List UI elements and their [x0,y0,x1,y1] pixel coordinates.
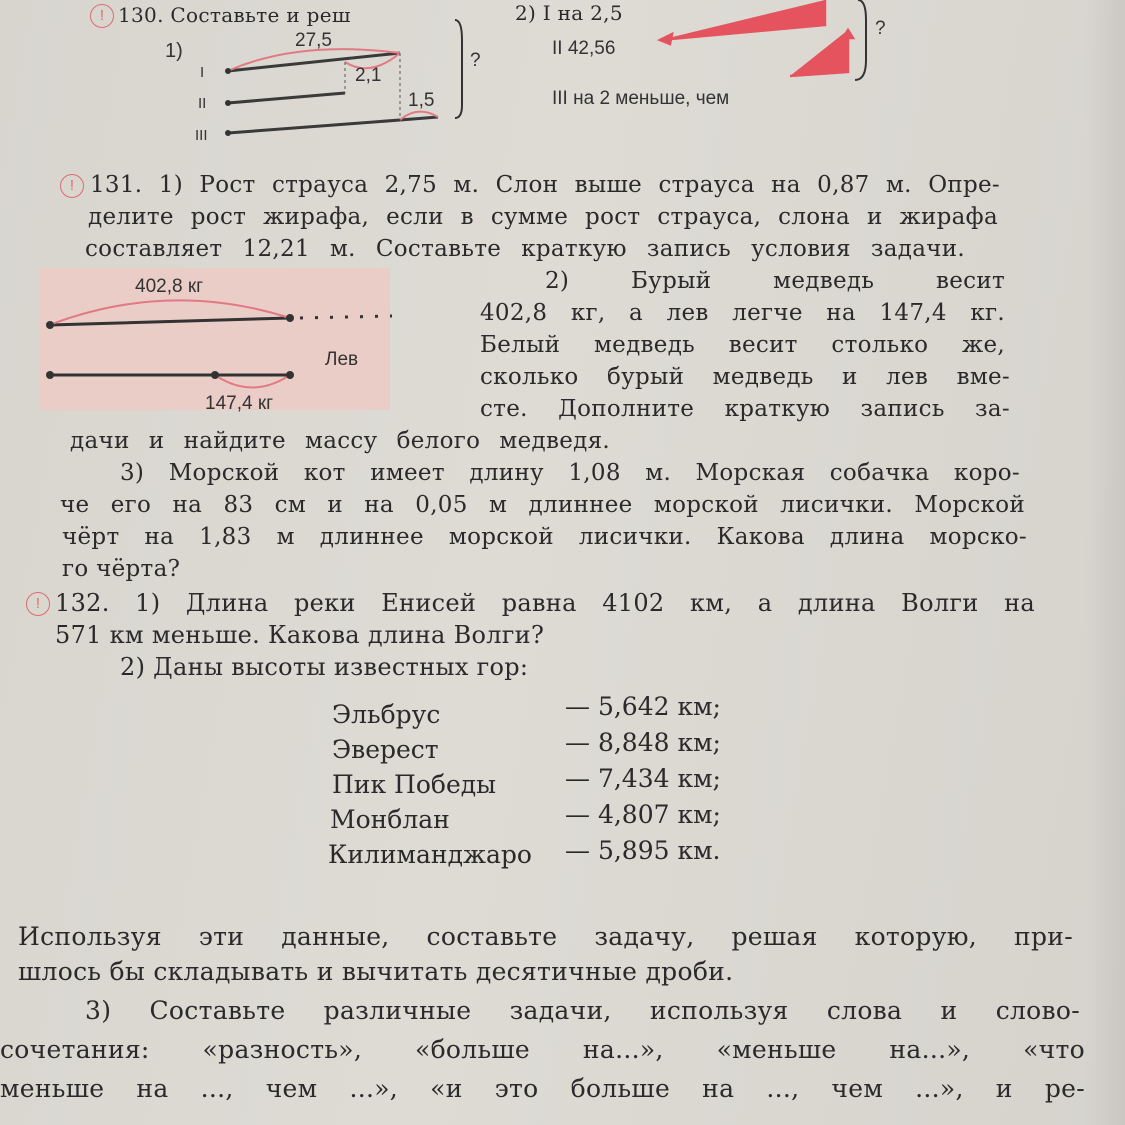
lion-label: Лев [325,349,359,370]
mountain-name: Пик Победы [332,770,497,799]
problem-131-part3-line-3: чёрт на 1,83 м длиннее морской лисички. Какова длина морско- [62,524,1027,550]
mountain-height: — 4,807 км; [565,800,721,829]
problem-131-line-3: составляет 12,21 м. Составьте краткую запись условия задачи. [85,236,965,262]
problem-131-part3-line-4: го чёрта? [62,556,181,582]
problem-131-line-1: 131. 1) Рост страуса 2,75 м. Слон выше страуса на 0,87 м. Опре- [90,172,1000,198]
difficulty-marker-132: ! [26,592,50,616]
diagram1-row3: III [195,127,208,144]
mountain-height: — 7,434 км; [565,764,721,793]
diagram1-row1: I [200,64,205,81]
problem-130-header: 130. Составьте и реш [118,3,351,27]
problem-131-part2-line-6: дачи и найдите массу белого медведя. [70,428,610,454]
difficulty-marker-131: ! [60,174,84,198]
problem-131-part2-line-2: 402,8 кг, а лев легче на 147,4 кг. [480,300,1005,326]
diagram1-mid-value: 2,1 [355,65,382,86]
mountain-height: — 8,848 км; [565,728,721,757]
bear-weight-label: 402,8 кг [135,276,204,297]
problem-132-line-2: 571 км меньше. Какова длина Волги? [55,621,545,649]
mountain-name: Эверест [332,735,439,764]
diagram1-top-value: 27,5 [295,30,332,51]
problem-131-part2-line-1: 2) Бурый медведь весит [545,268,1005,294]
problem-131-part2-line-3: Белый медведь весит столько же, [480,332,1005,358]
problem-132-after-line-1: Используя эти данные, составьте задачу, решая которую, при- [18,922,1073,951]
mountain-name: Монблан [330,805,450,834]
diagram2-question: ? [875,18,886,39]
problem-132-after-line-3: 3) Составьте различные задачи, используя слова и слово- [85,996,1080,1025]
problem-131-part2-line-4: сколько бурый медведь и лев вме- [480,364,1010,390]
difficulty-marker-130: ! [90,4,114,28]
mountain-name: Килиманджаро [328,840,532,869]
problem-131-part3-line-2: че его на 83 см и на 0,05 м длиннее морской лисички. Морской [60,492,1025,518]
problem-132-after-line-5: меньше на ..., чем ...», «и это больше на ..., чем ...», и ре- [0,1074,1085,1103]
page-shadow [1085,0,1125,1125]
problem-132-line-1: 132. 1) Длина реки Енисей равна 4102 км, а длина Волги на [55,589,1035,617]
diagram2-row3: III на 2 меньше, чем [552,88,730,109]
lion-difference-label: 147,4 кг [205,393,274,414]
problem-130-part2-header: 2) I на 2,5 [515,1,623,25]
problem-131-line-2: делите рост жирафа, если в сумме рост страуса, слона и жирафа [88,204,998,230]
problem-132-after-line-4: сочетания: «разность», «больше на...», «меньше на...», «что [0,1035,1085,1064]
problem-130-diagrams [0,0,1125,160]
problem-132-after-line-2: шлось бы складывать и вычитать десятичные дроби. [18,957,734,986]
diagram2-row2: II 42,56 [552,38,616,59]
mountain-name: Эльбрус [332,700,441,729]
problem-131-part3-line-1: 3) Морской кот имеет длину 1,08 м. Морская собачка коро- [120,460,1020,486]
mountain-height: — 5,895 км. [565,836,721,865]
diagram1-question: ? [470,50,481,71]
problem-131-part2-line-5: сте. Дополните краткую запись за- [480,396,1010,422]
mountain-height: — 5,642 км; [565,692,721,721]
diagram1-small-value: 1,5 [408,90,435,111]
diagram1-label: 1) [165,40,183,62]
diagram1-row2: II [198,95,207,112]
problem-132-line-3: 2) Даны высоты известных гор: [120,653,529,681]
